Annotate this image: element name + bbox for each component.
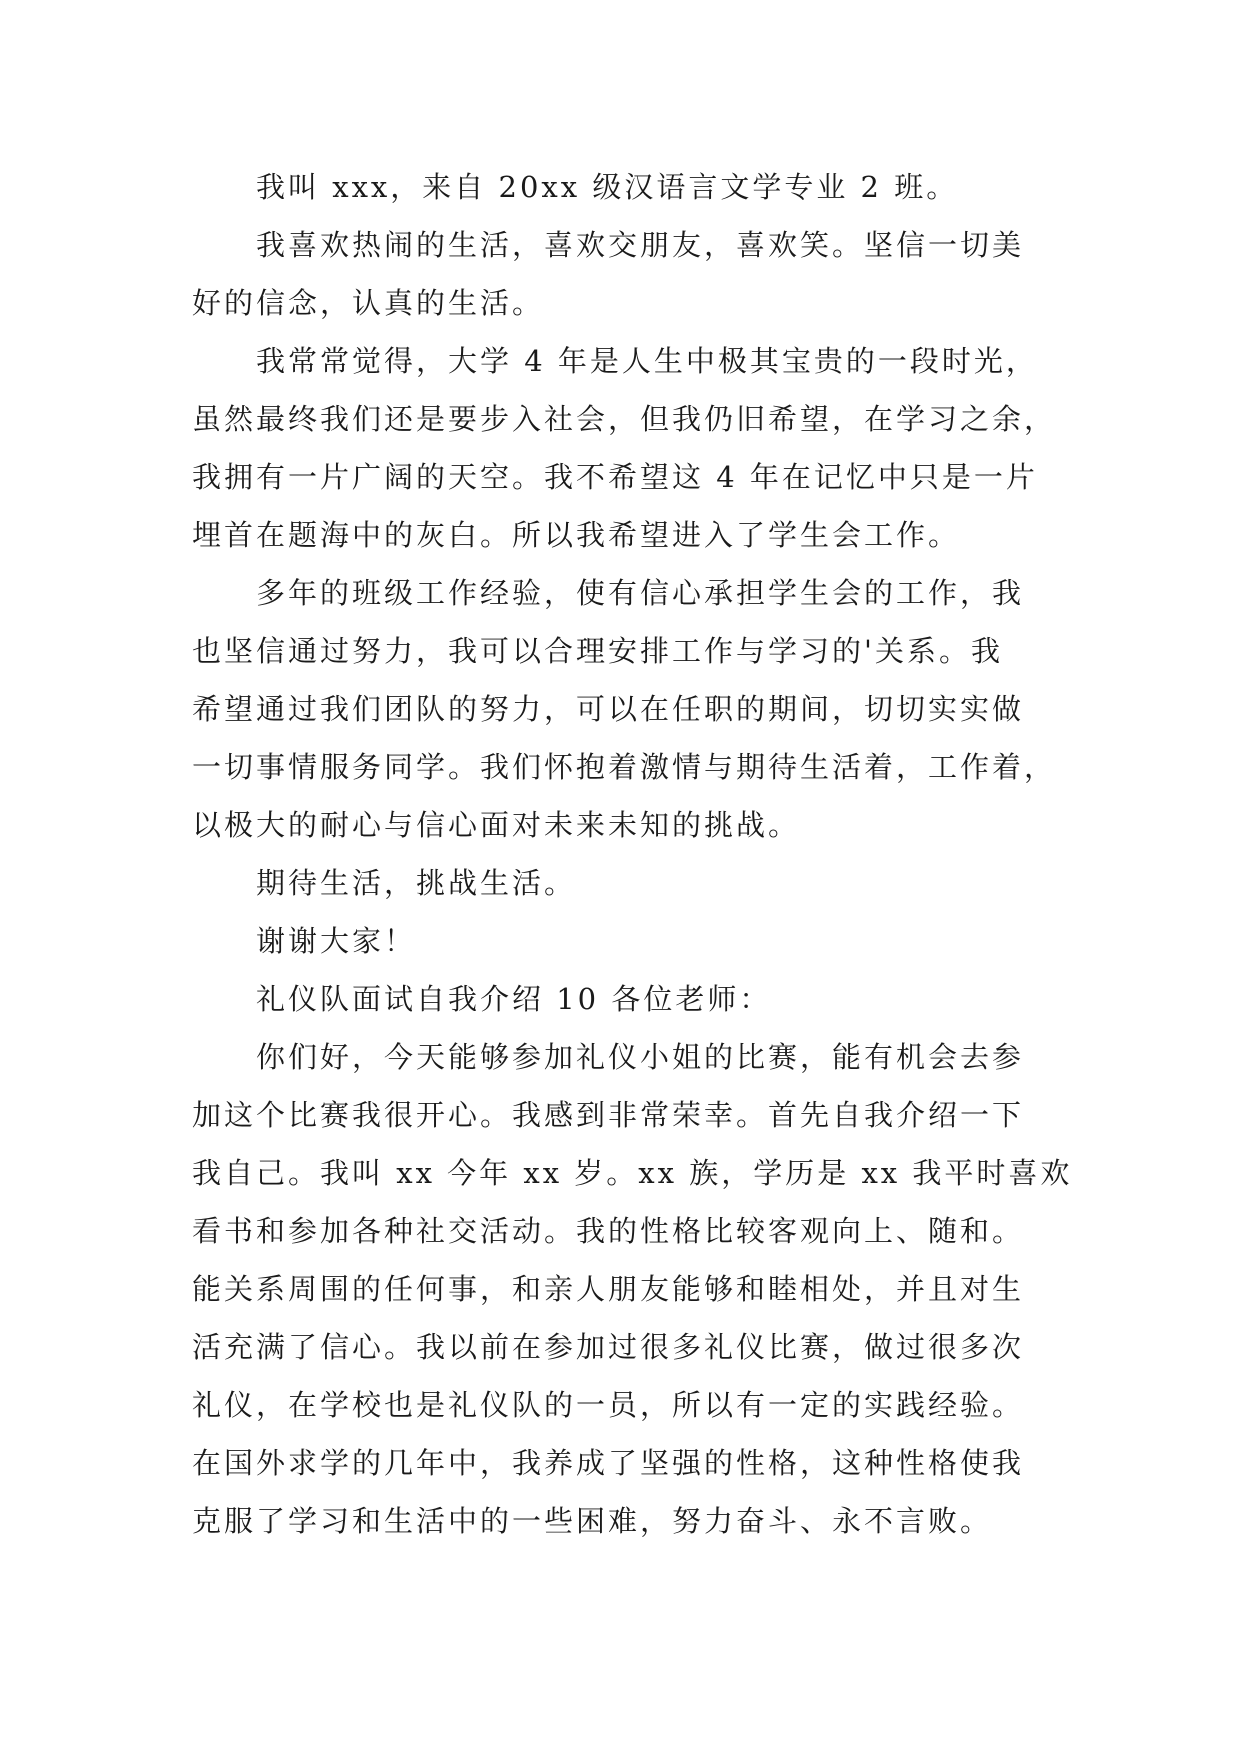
text-line: 谢谢大家！	[256, 924, 417, 958]
text-line: 礼仪，在学校也是礼仪队的一员，所以有一定的实践经验。	[192, 1388, 1025, 1422]
text-line: 克服了学习和生活中的一些困难，努力奋斗、永不言败。	[192, 1504, 993, 1538]
paragraph-hobbies	[192, 216, 1072, 332]
document-body	[192, 158, 1072, 1550]
text-line: 我喜欢热闹的生活，喜欢交朋友，喜欢笑。坚信一切美	[256, 228, 1025, 262]
section-heading	[192, 970, 1072, 1028]
text-line: 埋首在题海中的灰白。所以我希望进入了学生会工作。	[192, 518, 961, 552]
text-line: 期待生活，挑战生活。	[256, 866, 577, 900]
text-line: 你们好，今天能够参加礼仪小姐的比赛，能有机会去参	[256, 1040, 1025, 1074]
paragraph-intro-name	[192, 158, 1072, 216]
text-line: 加这个比赛我很开心。我感到非常荣幸。首先自我介绍一下	[192, 1098, 1025, 1132]
text-line: 在国外求学的几年中，我养成了坚强的性格，这种性格使我	[192, 1446, 1025, 1480]
text-line: 我拥有一片广阔的天空。我不希望这 4 年在记忆中只是一片	[192, 460, 1038, 494]
text-line: 好的信念，认真的生活。	[192, 286, 545, 320]
paragraph-experience	[192, 564, 1072, 854]
text-line: 希望通过我们团队的努力，可以在任职的期间，切切实实做	[192, 692, 1025, 726]
paragraph-university	[192, 332, 1072, 564]
text-line: 以极大的耐心与信心面对未来未知的挑战。	[192, 808, 801, 842]
text-line: 活充满了信心。我以前在参加过很多礼仪比赛，做过很多次	[192, 1330, 1025, 1364]
text-line: 多年的班级工作经验，使有信心承担学生会的工作，我	[256, 576, 1025, 610]
text-line: 虽然最终我们还是要步入社会，但我仍旧希望，在学习之余，	[192, 402, 1057, 436]
text-line: 我叫 xxx，来自 20xx 级汉语言文学专业 2 班。	[256, 170, 959, 204]
text-line: 能关系周围的任何事，和亲人朋友能够和睦相处，并且对生	[192, 1272, 1025, 1306]
text-line: 看书和参加各种社交活动。我的性格比较客观向上、随和。	[192, 1214, 1025, 1248]
text-line: 我自己。我叫 xx 今年 xx 岁。xx 族，学历是 xx 我平时喜欢	[192, 1156, 1073, 1190]
text-line: 礼仪队面试自我介绍 10 各位老师：	[256, 982, 772, 1016]
text-line: 一切事情服务同学。我们怀抱着激情与期待生活着，工作着，	[192, 750, 1057, 784]
text-line: 也坚信通过努力，我可以合理安排工作与学习的'关系。我	[192, 634, 1003, 668]
text-line: 我常常觉得，大学 4 年是人生中极其宝贵的一段时光，	[256, 344, 1038, 378]
paragraph-etiquette-intro	[192, 1028, 1072, 1550]
paragraph-thanks	[192, 912, 1072, 970]
paragraph-motto	[192, 854, 1072, 912]
